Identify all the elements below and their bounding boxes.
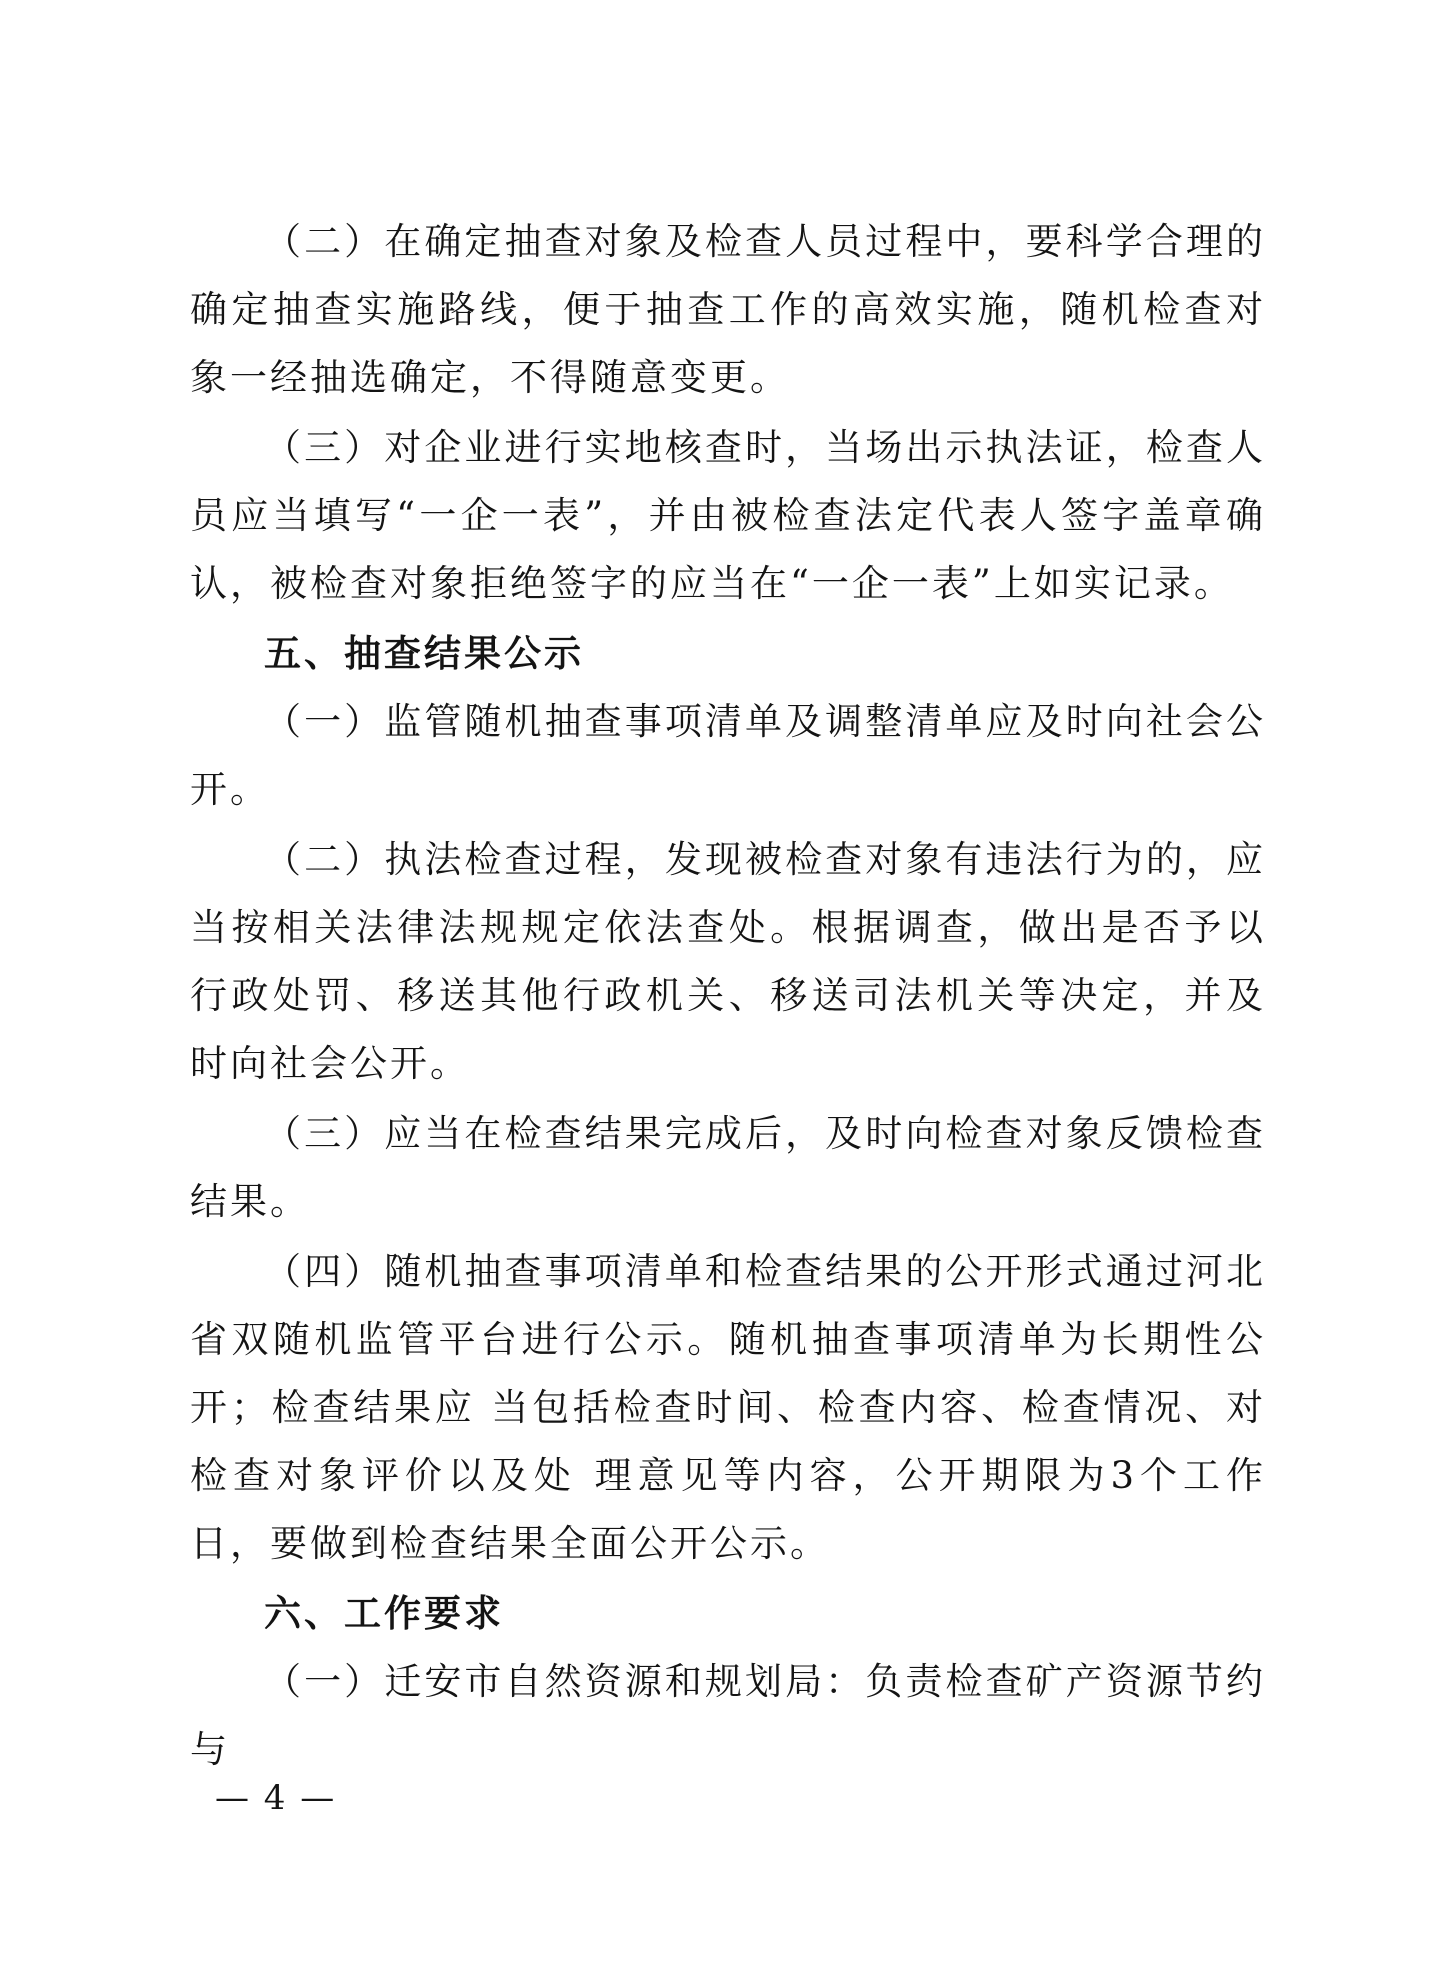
section-heading-work-requirements: 六、工作要求 (264, 1592, 504, 1635)
paragraph-violation-handling: （二）执法检查过程，发现被检查对象有违法行为的，应当按相关法律法规规定依法查处。根据调查，做出是否予以行政处罚、移送其他行政机关、移送司法机关等决定，并及时向社会公开。 (190, 838, 1266, 1085)
page-number: — 4 — (215, 1778, 337, 1818)
paragraph-public-platform: （四）随机抽查事项清单和检查结果的公开形式通过河北省双随机监管平台进行公示。随机抽查事项清单为长期性公开；检查结果应 当包括检查时间、检查内容、检查情况、对检查对象评价以及处 理意见等内容，公开期限为3个工作日，要做到检查结果全面公开公示。 (190, 1250, 1266, 1565)
paragraph-onsite-verification: （三）对企业进行实地核查时，当场出示执法证，检查人员应当填写“一企一表”，并由被检查法定代表人签字盖章确认，被检查对象拒绝签字的应当在“一企一表”上如实记录。 (190, 426, 1266, 605)
paragraph-list-disclosure: （一）监管随机抽查事项清单及调整清单应及时向社会公开。 (190, 700, 1266, 811)
paragraph-inspection-route: （二）在确定抽查对象及检查人员过程中，要科学合理的确定抽查实施路线，便于抽查工作的高效实施，随机检查对象一经抽选确定，不得随意变更。 (190, 220, 1266, 399)
paragraph-result-feedback: （三）应当在检查结果完成后，及时向检查对象反馈检查结果。 (190, 1112, 1266, 1223)
section-heading-results-publicity: 五、抽查结果公示 (264, 632, 584, 675)
paragraph-bureau-responsibility: （一）迁安市自然资源和规划局：负责检查矿产资源节约与 (190, 1660, 1266, 1771)
document-body (190, 208, 1266, 1784)
